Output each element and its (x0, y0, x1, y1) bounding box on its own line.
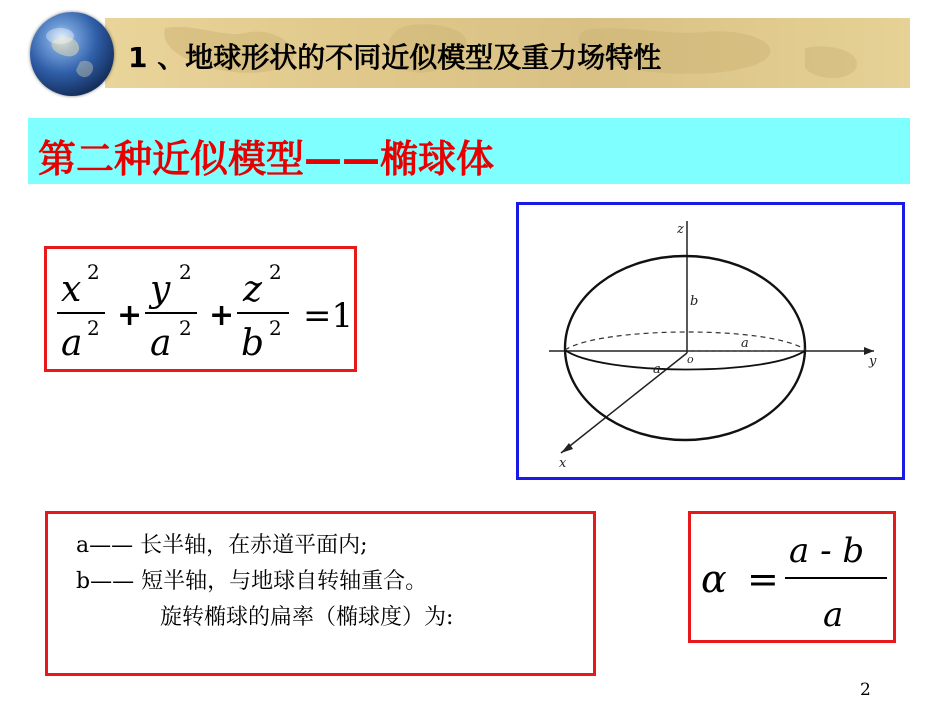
flattening-box (688, 511, 896, 643)
diagram-label-a-left: a (653, 362, 661, 377)
globe-continents (30, 12, 114, 96)
eq-equals-one: =1 (303, 296, 354, 336)
eq-x: x (61, 269, 82, 310)
flattening-numerator: a - b (789, 531, 865, 571)
subtitle-text: 第二种近似模型——椭球体 (38, 137, 495, 181)
ellipsoid-equation (47, 249, 354, 369)
definition-line-flattening: 旋转椭球的扁率（椭球度）为: (160, 605, 454, 630)
eq-exp1: 2 (87, 260, 100, 284)
eq-exp5: 2 (269, 260, 282, 284)
eq-plus1: + (117, 298, 143, 333)
diagram-axis-z: z (677, 222, 684, 237)
definition-line-b: b—— 短半轴，与地球自转轴重合。 (76, 569, 428, 594)
diagram-axis-y: y (869, 354, 877, 369)
diagram-label-b: b (690, 294, 699, 309)
page-number: 2 (860, 680, 871, 700)
eq-exp2: 2 (87, 316, 100, 340)
eq-exp4: 2 (179, 316, 192, 340)
flattening-alpha: α (701, 557, 727, 601)
eq-exp6: 2 (269, 316, 282, 340)
diagram-label-a-right: a (741, 336, 749, 351)
eq-exp3: 2 (179, 260, 192, 284)
diagram-label-origin: o (687, 353, 694, 366)
flattening-formula (691, 514, 893, 640)
eq-plus2: + (209, 298, 235, 333)
eq-b: b (241, 323, 265, 364)
globe-logo (30, 12, 114, 96)
equation-box (44, 246, 357, 372)
flattening-denominator: a (823, 595, 844, 635)
diagram-axis-x: x (559, 456, 567, 471)
ellipsoid-diagram-box (516, 202, 905, 480)
header-title: 1 、地球形状的不同近似模型及重力场特性 (128, 41, 662, 74)
definition-line-a: a—— 长半轴，在赤道平面内; (76, 533, 368, 558)
ellipsoid-diagram (519, 205, 902, 477)
eq-a2: a (150, 323, 172, 364)
definition-box (45, 511, 596, 676)
eq-z: z (243, 269, 262, 310)
flattening-equals: = (747, 557, 779, 601)
eq-a1: a (61, 323, 83, 364)
eq-y: y (150, 269, 171, 310)
